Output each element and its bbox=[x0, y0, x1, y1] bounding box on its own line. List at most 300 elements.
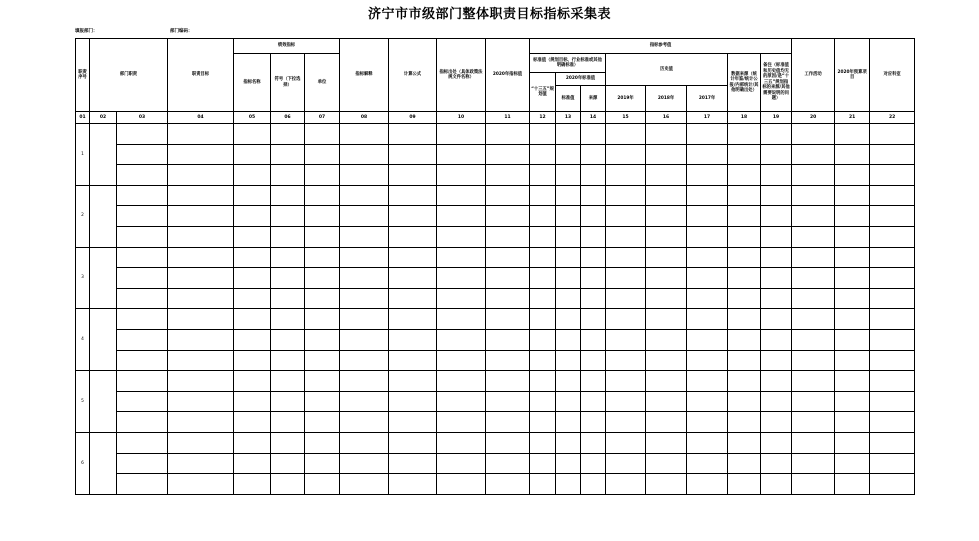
table-cell[interactable] bbox=[271, 124, 305, 145]
table-cell[interactable] bbox=[687, 124, 728, 145]
table-cell[interactable] bbox=[340, 226, 389, 247]
table-cell[interactable] bbox=[687, 165, 728, 186]
table-cell[interactable] bbox=[761, 350, 792, 371]
table-cell[interactable] bbox=[556, 247, 581, 268]
table-cell[interactable] bbox=[556, 350, 581, 371]
table-cell[interactable] bbox=[792, 412, 835, 433]
table-cell[interactable] bbox=[437, 412, 486, 433]
table-cell[interactable] bbox=[835, 247, 870, 268]
table-cell[interactable] bbox=[606, 124, 646, 145]
table-cell[interactable] bbox=[761, 391, 792, 412]
table-cell[interactable] bbox=[486, 350, 530, 371]
table-cell[interactable] bbox=[389, 474, 437, 495]
table-cell[interactable] bbox=[340, 247, 389, 268]
table-cell[interactable] bbox=[728, 371, 761, 392]
table-cell[interactable] bbox=[234, 329, 271, 350]
table-cell[interactable] bbox=[728, 350, 761, 371]
table-cell[interactable] bbox=[117, 226, 168, 247]
table-cell[interactable] bbox=[117, 350, 168, 371]
table-cell[interactable] bbox=[389, 144, 437, 165]
table-cell[interactable] bbox=[556, 371, 581, 392]
table-cell[interactable] bbox=[437, 268, 486, 289]
table-cell[interactable] bbox=[761, 247, 792, 268]
table-cell[interactable] bbox=[761, 371, 792, 392]
table-cell[interactable] bbox=[486, 329, 530, 350]
table-cell[interactable] bbox=[835, 206, 870, 227]
table-cell[interactable] bbox=[646, 309, 687, 330]
table-cell[interactable] bbox=[486, 206, 530, 227]
table-cell[interactable] bbox=[271, 329, 305, 350]
table-cell[interactable] bbox=[606, 350, 646, 371]
table-cell[interactable] bbox=[389, 432, 437, 453]
table-cell[interactable] bbox=[870, 185, 915, 206]
table-cell[interactable] bbox=[340, 412, 389, 433]
table-cell[interactable] bbox=[581, 206, 606, 227]
table-cell[interactable] bbox=[835, 453, 870, 474]
table-cell[interactable] bbox=[728, 432, 761, 453]
duty-cell[interactable] bbox=[90, 247, 117, 309]
table-cell[interactable] bbox=[835, 288, 870, 309]
table-cell[interactable] bbox=[728, 453, 761, 474]
table-cell[interactable] bbox=[389, 165, 437, 186]
table-cell[interactable] bbox=[687, 226, 728, 247]
table-cell[interactable] bbox=[835, 268, 870, 289]
table-cell[interactable] bbox=[646, 329, 687, 350]
table-cell[interactable] bbox=[389, 185, 437, 206]
table-cell[interactable] bbox=[168, 124, 234, 145]
table-cell[interactable] bbox=[761, 288, 792, 309]
table-cell[interactable] bbox=[271, 453, 305, 474]
table-cell[interactable] bbox=[870, 124, 915, 145]
table-cell[interactable] bbox=[340, 206, 389, 227]
table-cell[interactable] bbox=[606, 144, 646, 165]
table-cell[interactable] bbox=[792, 432, 835, 453]
table-cell[interactable] bbox=[728, 185, 761, 206]
table-cell[interactable] bbox=[687, 309, 728, 330]
table-cell[interactable] bbox=[486, 144, 530, 165]
table-cell[interactable] bbox=[606, 247, 646, 268]
table-cell[interactable] bbox=[761, 226, 792, 247]
table-cell[interactable] bbox=[581, 309, 606, 330]
table-cell[interactable] bbox=[271, 350, 305, 371]
table-cell[interactable] bbox=[606, 206, 646, 227]
table-cell[interactable] bbox=[168, 453, 234, 474]
table-cell[interactable] bbox=[234, 288, 271, 309]
table-cell[interactable] bbox=[486, 309, 530, 330]
table-cell[interactable] bbox=[792, 144, 835, 165]
table-cell[interactable] bbox=[234, 247, 271, 268]
table-cell[interactable] bbox=[581, 124, 606, 145]
table-cell[interactable] bbox=[835, 412, 870, 433]
table-cell[interactable] bbox=[687, 412, 728, 433]
table-cell[interactable] bbox=[389, 268, 437, 289]
table-cell[interactable] bbox=[687, 185, 728, 206]
table-cell[interactable] bbox=[581, 474, 606, 495]
table-cell[interactable] bbox=[530, 247, 556, 268]
table-cell[interactable] bbox=[761, 144, 792, 165]
table-cell[interactable] bbox=[437, 329, 486, 350]
table-cell[interactable] bbox=[556, 206, 581, 227]
table-cell[interactable] bbox=[556, 474, 581, 495]
table-cell[interactable] bbox=[486, 412, 530, 433]
table-cell[interactable] bbox=[340, 185, 389, 206]
table-cell[interactable] bbox=[389, 371, 437, 392]
table-cell[interactable] bbox=[792, 309, 835, 330]
table-cell[interactable] bbox=[168, 350, 234, 371]
table-cell[interactable] bbox=[168, 288, 234, 309]
table-cell[interactable] bbox=[606, 288, 646, 309]
table-cell[interactable] bbox=[606, 268, 646, 289]
table-cell[interactable] bbox=[835, 165, 870, 186]
table-cell[interactable] bbox=[389, 412, 437, 433]
table-cell[interactable] bbox=[687, 371, 728, 392]
table-cell[interactable] bbox=[271, 391, 305, 412]
table-cell[interactable] bbox=[581, 247, 606, 268]
table-cell[interactable] bbox=[646, 185, 687, 206]
table-cell[interactable] bbox=[305, 268, 340, 289]
table-cell[interactable] bbox=[305, 474, 340, 495]
table-cell[interactable] bbox=[530, 288, 556, 309]
table-cell[interactable] bbox=[606, 165, 646, 186]
table-cell[interactable] bbox=[530, 268, 556, 289]
table-cell[interactable] bbox=[870, 288, 915, 309]
table-cell[interactable] bbox=[835, 185, 870, 206]
table-cell[interactable] bbox=[835, 350, 870, 371]
table-cell[interactable] bbox=[646, 474, 687, 495]
table-cell[interactable] bbox=[556, 226, 581, 247]
table-cell[interactable] bbox=[271, 226, 305, 247]
table-cell[interactable] bbox=[437, 165, 486, 186]
table-cell[interactable] bbox=[437, 288, 486, 309]
table-cell[interactable] bbox=[234, 268, 271, 289]
table-cell[interactable] bbox=[389, 288, 437, 309]
table-cell[interactable] bbox=[234, 226, 271, 247]
table-cell[interactable] bbox=[117, 309, 168, 330]
table-cell[interactable] bbox=[870, 268, 915, 289]
table-cell[interactable] bbox=[340, 391, 389, 412]
table-cell[interactable] bbox=[581, 453, 606, 474]
table-cell[interactable] bbox=[389, 309, 437, 330]
table-cell[interactable] bbox=[389, 391, 437, 412]
table-cell[interactable] bbox=[792, 371, 835, 392]
table-cell[interactable] bbox=[792, 165, 835, 186]
table-cell[interactable] bbox=[530, 329, 556, 350]
table-cell[interactable] bbox=[687, 329, 728, 350]
table-cell[interactable] bbox=[835, 124, 870, 145]
table-cell[interactable] bbox=[389, 453, 437, 474]
table-cell[interactable] bbox=[581, 350, 606, 371]
table-cell[interactable] bbox=[530, 432, 556, 453]
table-cell[interactable] bbox=[646, 391, 687, 412]
table-cell[interactable] bbox=[486, 124, 530, 145]
table-cell[interactable] bbox=[687, 350, 728, 371]
table-cell[interactable] bbox=[581, 268, 606, 289]
table-cell[interactable] bbox=[581, 226, 606, 247]
table-cell[interactable] bbox=[606, 432, 646, 453]
table-cell[interactable] bbox=[761, 268, 792, 289]
table-cell[interactable] bbox=[340, 474, 389, 495]
table-cell[interactable] bbox=[486, 185, 530, 206]
table-cell[interactable] bbox=[792, 247, 835, 268]
table-cell[interactable] bbox=[870, 474, 915, 495]
table-cell[interactable] bbox=[606, 453, 646, 474]
table-cell[interactable] bbox=[437, 350, 486, 371]
table-cell[interactable] bbox=[761, 453, 792, 474]
table-cell[interactable] bbox=[305, 309, 340, 330]
table-cell[interactable] bbox=[835, 474, 870, 495]
table-cell[interactable] bbox=[437, 309, 486, 330]
table-cell[interactable] bbox=[761, 309, 792, 330]
table-cell[interactable] bbox=[340, 309, 389, 330]
table-cell[interactable] bbox=[646, 412, 687, 433]
table-cell[interactable] bbox=[530, 453, 556, 474]
table-cell[interactable] bbox=[234, 206, 271, 227]
table-cell[interactable] bbox=[486, 371, 530, 392]
table-cell[interactable] bbox=[168, 185, 234, 206]
table-cell[interactable] bbox=[728, 474, 761, 495]
table-cell[interactable] bbox=[271, 288, 305, 309]
table-cell[interactable] bbox=[581, 391, 606, 412]
table-cell[interactable] bbox=[234, 185, 271, 206]
table-cell[interactable] bbox=[646, 144, 687, 165]
table-cell[interactable] bbox=[728, 288, 761, 309]
table-cell[interactable] bbox=[305, 453, 340, 474]
table-cell[interactable] bbox=[486, 165, 530, 186]
table-cell[interactable] bbox=[606, 412, 646, 433]
table-cell[interactable] bbox=[728, 144, 761, 165]
table-cell[interactable] bbox=[870, 165, 915, 186]
table-cell[interactable] bbox=[305, 206, 340, 227]
table-cell[interactable] bbox=[687, 206, 728, 227]
table-cell[interactable] bbox=[305, 371, 340, 392]
table-cell[interactable] bbox=[340, 165, 389, 186]
table-cell[interactable] bbox=[168, 226, 234, 247]
table-cell[interactable] bbox=[168, 206, 234, 227]
table-cell[interactable] bbox=[486, 288, 530, 309]
table-cell[interactable] bbox=[234, 371, 271, 392]
table-cell[interactable] bbox=[792, 268, 835, 289]
table-cell[interactable] bbox=[792, 453, 835, 474]
table-cell[interactable] bbox=[556, 309, 581, 330]
table-cell[interactable] bbox=[530, 474, 556, 495]
table-cell[interactable] bbox=[870, 391, 915, 412]
table-cell[interactable] bbox=[870, 309, 915, 330]
table-cell[interactable] bbox=[870, 247, 915, 268]
table-cell[interactable] bbox=[870, 206, 915, 227]
table-cell[interactable] bbox=[581, 288, 606, 309]
table-cell[interactable] bbox=[437, 391, 486, 412]
table-cell[interactable] bbox=[389, 226, 437, 247]
table-cell[interactable] bbox=[305, 165, 340, 186]
table-cell[interactable] bbox=[271, 247, 305, 268]
table-cell[interactable] bbox=[486, 226, 530, 247]
duty-cell[interactable] bbox=[90, 185, 117, 247]
table-cell[interactable] bbox=[687, 391, 728, 412]
table-cell[interactable] bbox=[271, 412, 305, 433]
table-cell[interactable] bbox=[234, 474, 271, 495]
table-cell[interactable] bbox=[340, 288, 389, 309]
table-cell[interactable] bbox=[340, 268, 389, 289]
table-cell[interactable] bbox=[168, 474, 234, 495]
table-cell[interactable] bbox=[870, 226, 915, 247]
table-cell[interactable] bbox=[870, 144, 915, 165]
table-cell[interactable] bbox=[792, 206, 835, 227]
table-cell[interactable] bbox=[761, 206, 792, 227]
table-cell[interactable] bbox=[646, 350, 687, 371]
table-cell[interactable] bbox=[340, 453, 389, 474]
table-cell[interactable] bbox=[835, 329, 870, 350]
table-cell[interactable] bbox=[168, 329, 234, 350]
table-cell[interactable] bbox=[835, 309, 870, 330]
table-cell[interactable] bbox=[728, 247, 761, 268]
table-cell[interactable] bbox=[687, 247, 728, 268]
table-cell[interactable] bbox=[486, 474, 530, 495]
table-cell[interactable] bbox=[168, 432, 234, 453]
table-cell[interactable] bbox=[606, 474, 646, 495]
table-cell[interactable] bbox=[168, 371, 234, 392]
table-cell[interactable] bbox=[530, 226, 556, 247]
table-cell[interactable] bbox=[792, 350, 835, 371]
table-cell[interactable] bbox=[437, 144, 486, 165]
table-cell[interactable] bbox=[835, 371, 870, 392]
table-cell[interactable] bbox=[168, 247, 234, 268]
table-cell[interactable] bbox=[234, 350, 271, 371]
table-cell[interactable] bbox=[234, 144, 271, 165]
table-cell[interactable] bbox=[728, 329, 761, 350]
table-cell[interactable] bbox=[168, 268, 234, 289]
duty-cell[interactable] bbox=[90, 124, 117, 186]
table-cell[interactable] bbox=[234, 412, 271, 433]
table-cell[interactable] bbox=[646, 432, 687, 453]
table-cell[interactable] bbox=[606, 391, 646, 412]
table-cell[interactable] bbox=[646, 453, 687, 474]
table-cell[interactable] bbox=[117, 432, 168, 453]
table-cell[interactable] bbox=[486, 247, 530, 268]
table-cell[interactable] bbox=[340, 124, 389, 145]
table-cell[interactable] bbox=[835, 144, 870, 165]
table-cell[interactable] bbox=[305, 144, 340, 165]
table-cell[interactable] bbox=[389, 206, 437, 227]
table-cell[interactable] bbox=[581, 371, 606, 392]
table-cell[interactable] bbox=[556, 453, 581, 474]
table-cell[interactable] bbox=[271, 165, 305, 186]
table-cell[interactable] bbox=[728, 268, 761, 289]
table-cell[interactable] bbox=[556, 432, 581, 453]
table-cell[interactable] bbox=[581, 185, 606, 206]
table-cell[interactable] bbox=[340, 144, 389, 165]
table-cell[interactable] bbox=[646, 371, 687, 392]
table-cell[interactable] bbox=[389, 124, 437, 145]
table-cell[interactable] bbox=[556, 329, 581, 350]
table-cell[interactable] bbox=[870, 412, 915, 433]
table-cell[interactable] bbox=[117, 185, 168, 206]
table-cell[interactable] bbox=[305, 432, 340, 453]
table-cell[interactable] bbox=[305, 412, 340, 433]
table-cell[interactable] bbox=[687, 288, 728, 309]
table-cell[interactable] bbox=[556, 124, 581, 145]
table-cell[interactable] bbox=[271, 268, 305, 289]
table-cell[interactable] bbox=[437, 371, 486, 392]
table-cell[interactable] bbox=[305, 247, 340, 268]
table-cell[interactable] bbox=[870, 350, 915, 371]
table-cell[interactable] bbox=[437, 453, 486, 474]
table-cell[interactable] bbox=[117, 165, 168, 186]
table-cell[interactable] bbox=[234, 124, 271, 145]
table-cell[interactable] bbox=[556, 144, 581, 165]
table-cell[interactable] bbox=[792, 185, 835, 206]
table-cell[interactable] bbox=[117, 453, 168, 474]
table-cell[interactable] bbox=[486, 391, 530, 412]
table-cell[interactable] bbox=[530, 165, 556, 186]
table-cell[interactable] bbox=[437, 432, 486, 453]
table-cell[interactable] bbox=[728, 391, 761, 412]
table-cell[interactable] bbox=[556, 391, 581, 412]
table-cell[interactable] bbox=[646, 288, 687, 309]
table-cell[interactable] bbox=[581, 412, 606, 433]
table-cell[interactable] bbox=[870, 432, 915, 453]
table-cell[interactable] bbox=[530, 124, 556, 145]
table-cell[interactable] bbox=[486, 432, 530, 453]
table-cell[interactable] bbox=[168, 309, 234, 330]
table-cell[interactable] bbox=[530, 309, 556, 330]
table-cell[interactable] bbox=[530, 206, 556, 227]
table-cell[interactable] bbox=[117, 268, 168, 289]
table-cell[interactable] bbox=[646, 206, 687, 227]
table-cell[interactable] bbox=[168, 391, 234, 412]
table-cell[interactable] bbox=[792, 288, 835, 309]
table-cell[interactable] bbox=[305, 288, 340, 309]
table-cell[interactable] bbox=[340, 329, 389, 350]
table-cell[interactable] bbox=[271, 432, 305, 453]
table-cell[interactable] bbox=[271, 206, 305, 227]
table-cell[interactable] bbox=[117, 124, 168, 145]
table-cell[interactable] bbox=[437, 124, 486, 145]
table-cell[interactable] bbox=[606, 226, 646, 247]
table-cell[interactable] bbox=[117, 247, 168, 268]
table-cell[interactable] bbox=[340, 350, 389, 371]
table-cell[interactable] bbox=[761, 432, 792, 453]
table-cell[interactable] bbox=[556, 288, 581, 309]
table-cell[interactable] bbox=[530, 391, 556, 412]
table-cell[interactable] bbox=[728, 412, 761, 433]
table-cell[interactable] bbox=[117, 206, 168, 227]
table-cell[interactable] bbox=[305, 329, 340, 350]
table-cell[interactable] bbox=[234, 391, 271, 412]
table-cell[interactable] bbox=[687, 144, 728, 165]
table-cell[interactable] bbox=[437, 474, 486, 495]
table-cell[interactable] bbox=[340, 432, 389, 453]
table-cell[interactable] bbox=[168, 412, 234, 433]
table-cell[interactable] bbox=[168, 165, 234, 186]
table-cell[interactable] bbox=[870, 371, 915, 392]
table-cell[interactable] bbox=[530, 144, 556, 165]
duty-cell[interactable] bbox=[90, 371, 117, 433]
table-cell[interactable] bbox=[728, 165, 761, 186]
table-cell[interactable] bbox=[870, 329, 915, 350]
table-cell[interactable] bbox=[687, 453, 728, 474]
table-cell[interactable] bbox=[606, 309, 646, 330]
table-cell[interactable] bbox=[117, 144, 168, 165]
table-cell[interactable] bbox=[437, 185, 486, 206]
table-cell[interactable] bbox=[168, 144, 234, 165]
table-cell[interactable] bbox=[437, 206, 486, 227]
table-cell[interactable] bbox=[556, 165, 581, 186]
table-cell[interactable] bbox=[437, 247, 486, 268]
table-cell[interactable] bbox=[646, 124, 687, 145]
table-cell[interactable] bbox=[271, 371, 305, 392]
table-cell[interactable] bbox=[530, 371, 556, 392]
table-cell[interactable] bbox=[792, 474, 835, 495]
